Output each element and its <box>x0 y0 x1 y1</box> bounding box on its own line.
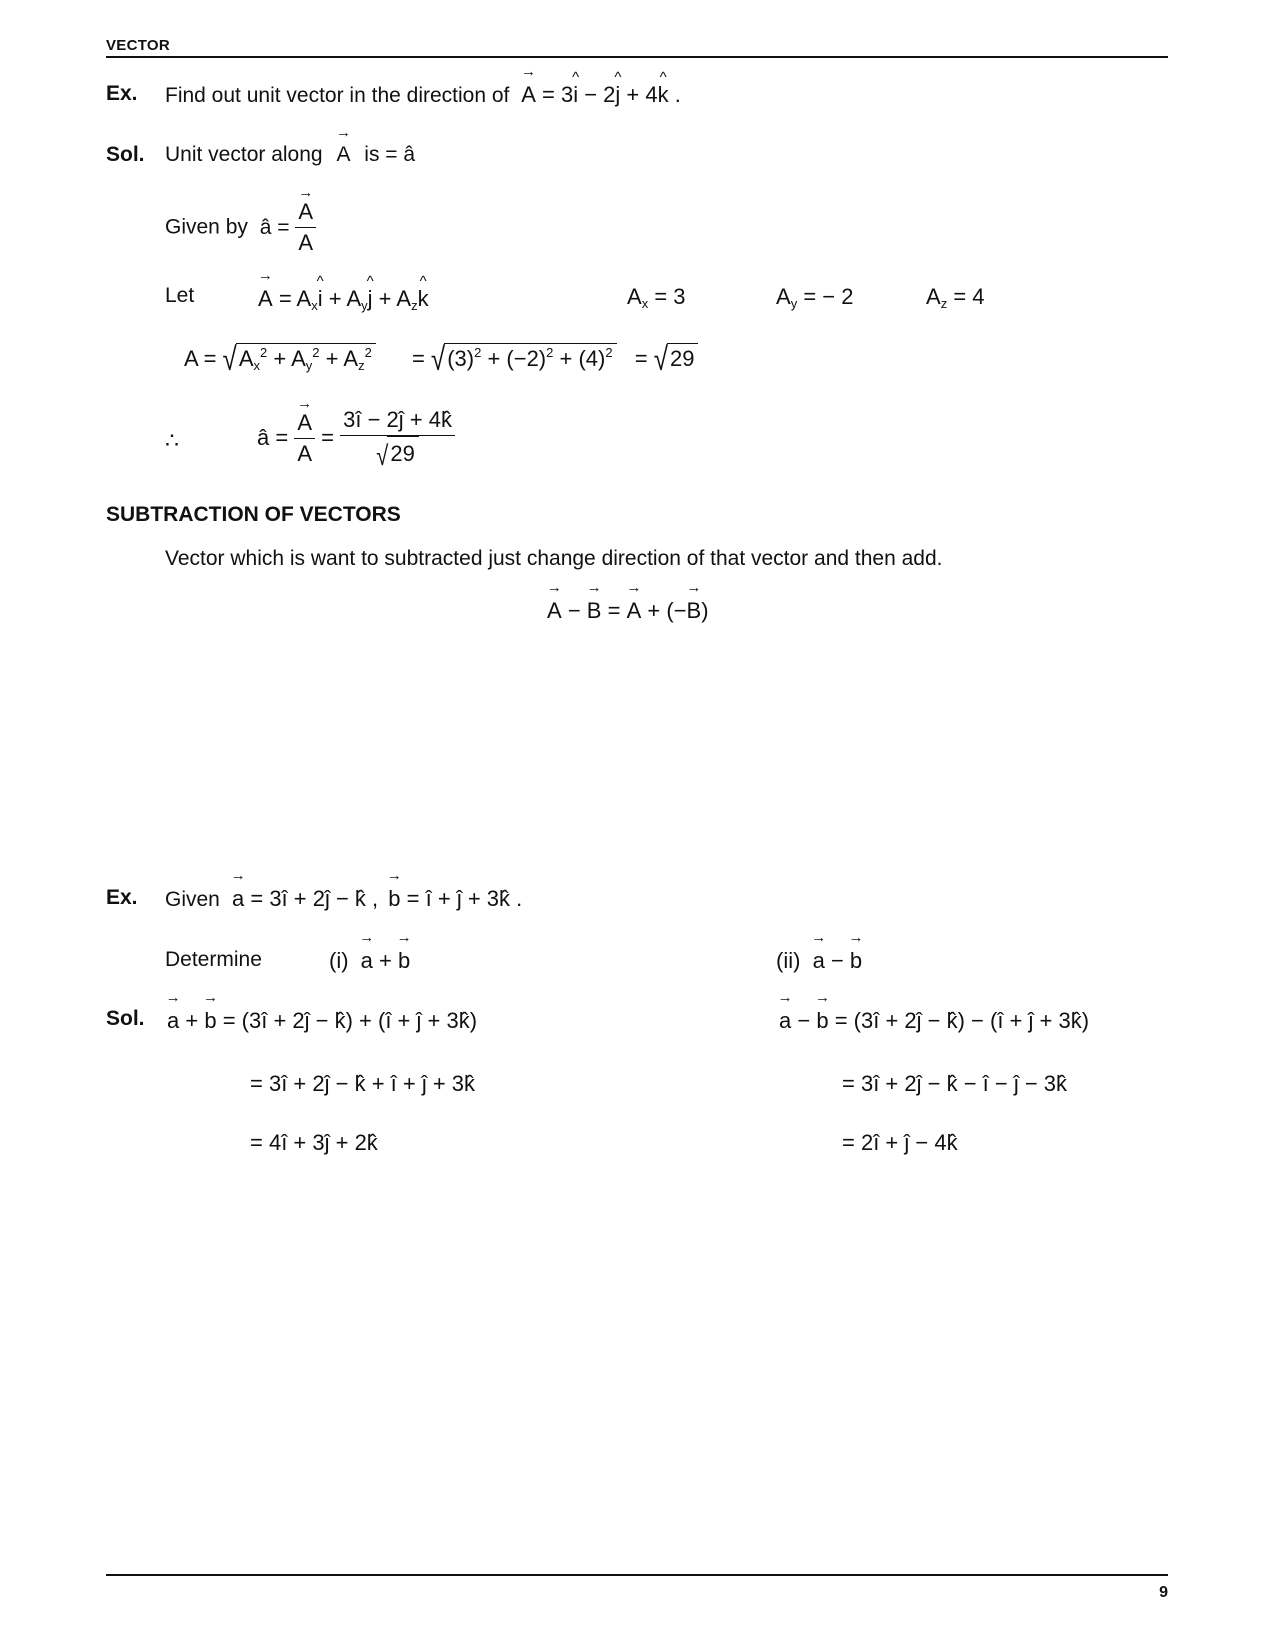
ay-eq: = − 2 <box>803 284 854 309</box>
sum-expansion: = (3î + 2ĵ − k̂) + (î + ĵ + 3k̂) <box>222 1008 478 1033</box>
question-text: Find out unit vector in the direction of <box>165 84 510 107</box>
magnitude-lhs: A = <box>184 346 217 371</box>
subtraction-equation <box>547 598 709 624</box>
magnitude-result: 29 <box>667 343 698 372</box>
eq-plus-neg: + (− <box>647 598 687 623</box>
example-given: Given → a = 3î + 2ĵ − k̂ , → b = î + ĵ + 3k̂ . <box>165 886 522 912</box>
eq-A2: → A <box>627 598 642 624</box>
vector-A: → A <box>521 82 536 108</box>
statement-text: Unit vector along <box>165 143 323 166</box>
given-text: Given <box>165 888 220 911</box>
therefore-symbol: ∴ <box>165 428 179 453</box>
part-ii-label: (ii) <box>776 948 801 973</box>
header-rule <box>106 56 1168 58</box>
ax-eq: = 3 <box>654 284 686 309</box>
part-i-label: (i) <box>329 948 349 973</box>
eq-equals: = <box>607 598 621 623</box>
solution-label: Sol. <box>106 143 145 166</box>
diff-line-1: → a − → b = (3î + 2ĵ − k̂) − (î + ĵ + 3k̂) <box>779 1008 1089 1034</box>
unit-vector-fraction <box>295 197 316 258</box>
diff-expansion: = (3î + 2ĵ − k̂) − (î + ĵ + 3k̂) <box>834 1008 1090 1033</box>
statement-rest: is = â <box>364 143 416 166</box>
example-label: Ex. <box>106 886 138 909</box>
eq-close: ) <box>701 598 709 623</box>
diff-line-3: = 2î + ĵ − 4k̂ <box>842 1130 958 1155</box>
diff-line-2: = 3î + 2ĵ − k̂ − î − ĵ − 3k̂ <box>842 1071 1068 1096</box>
eq-B2: → B <box>687 598 702 624</box>
sum-line-1: → a + → b = (3î + 2ĵ − k̂) + (î + ĵ + 3k̂) <box>167 1008 477 1034</box>
ay-value: $A_y$ = − 2 <box>776 284 854 311</box>
az-eq: = 4 <box>953 284 985 309</box>
example-label: Ex. <box>106 82 138 105</box>
solution-label: Sol. <box>106 1007 145 1030</box>
result-numerator: 3î − 2ĵ + 4k̂ <box>340 405 455 436</box>
vector-A: → A <box>258 286 273 312</box>
section-heading: SUBTRACTION OF VECTORS <box>106 503 401 526</box>
result-fraction-2: $\frac{3î - 2ĵ + 4k̂}{√29}$ <box>340 405 455 471</box>
determine-text: Determine <box>165 948 262 971</box>
unit-vector-statement <box>165 143 415 167</box>
section-text: Vector which is want to subtracted just change direction of that vector and then add. <box>165 547 943 570</box>
ax-value: $A_x = 3$ <box>627 284 686 311</box>
part-i: (i) → a + → b <box>329 948 410 974</box>
sum-line-3: = 4î + 3ĵ + 2k̂ <box>250 1130 378 1155</box>
a-hat-eq: â = <box>259 215 290 239</box>
unit-vector-result: â = → $\frac{A}{A}$ = $\frac{3î - 2ĵ + 4k̂}{√29}$ <box>257 405 455 471</box>
part-ii: (ii) → a − → b <box>776 948 862 974</box>
plus-sign: + <box>379 948 392 973</box>
az-value: $A_z = 4$ <box>926 284 985 311</box>
component-form: → $A = A_x\^{}$ $i + A_y\^{}$ $j + A_z\^{}$ k <box>258 286 429 312</box>
minus-sign: − <box>830 948 844 973</box>
page-number: 9 <box>1159 1584 1168 1601</box>
component-eq: = A <box>278 286 312 311</box>
example-question <box>165 82 681 108</box>
magnitude-line: $A = √A_x^2 + A_y^2 + A_z^2 = √(3)^2 + (-2)^2 + (4)^2 = √29$ <box>184 343 698 375</box>
eq-minus: − <box>567 598 581 623</box>
a-definition: = 3î + 2ĵ − k̂ , <box>250 886 379 911</box>
eq-B: → B <box>587 598 602 624</box>
question-vector: → A = 3^ i − 2^ j + 4^ k . <box>521 82 681 107</box>
result-fraction-1: → $\frac{A}{A}$ <box>294 408 315 469</box>
given-by-line <box>165 197 316 258</box>
vector-A: → A <box>336 143 350 167</box>
result-denominator: 29 <box>387 436 418 469</box>
sum-line-2: = 3î + 2ĵ − k̂ + î + ĵ + 3k̂ <box>250 1071 476 1096</box>
footer-rule <box>106 1574 1168 1576</box>
frac-numerator: → A <box>298 197 313 227</box>
let-label: Let <box>165 284 195 307</box>
result-lhs: â = <box>257 425 289 450</box>
frac-denominator: A <box>298 230 314 255</box>
eq-A: → A <box>547 598 562 624</box>
running-header: VECTOR <box>106 37 171 54</box>
b-definition: = î + ĵ + 3k̂ . <box>406 886 523 911</box>
given-text: Given by <box>165 215 248 239</box>
